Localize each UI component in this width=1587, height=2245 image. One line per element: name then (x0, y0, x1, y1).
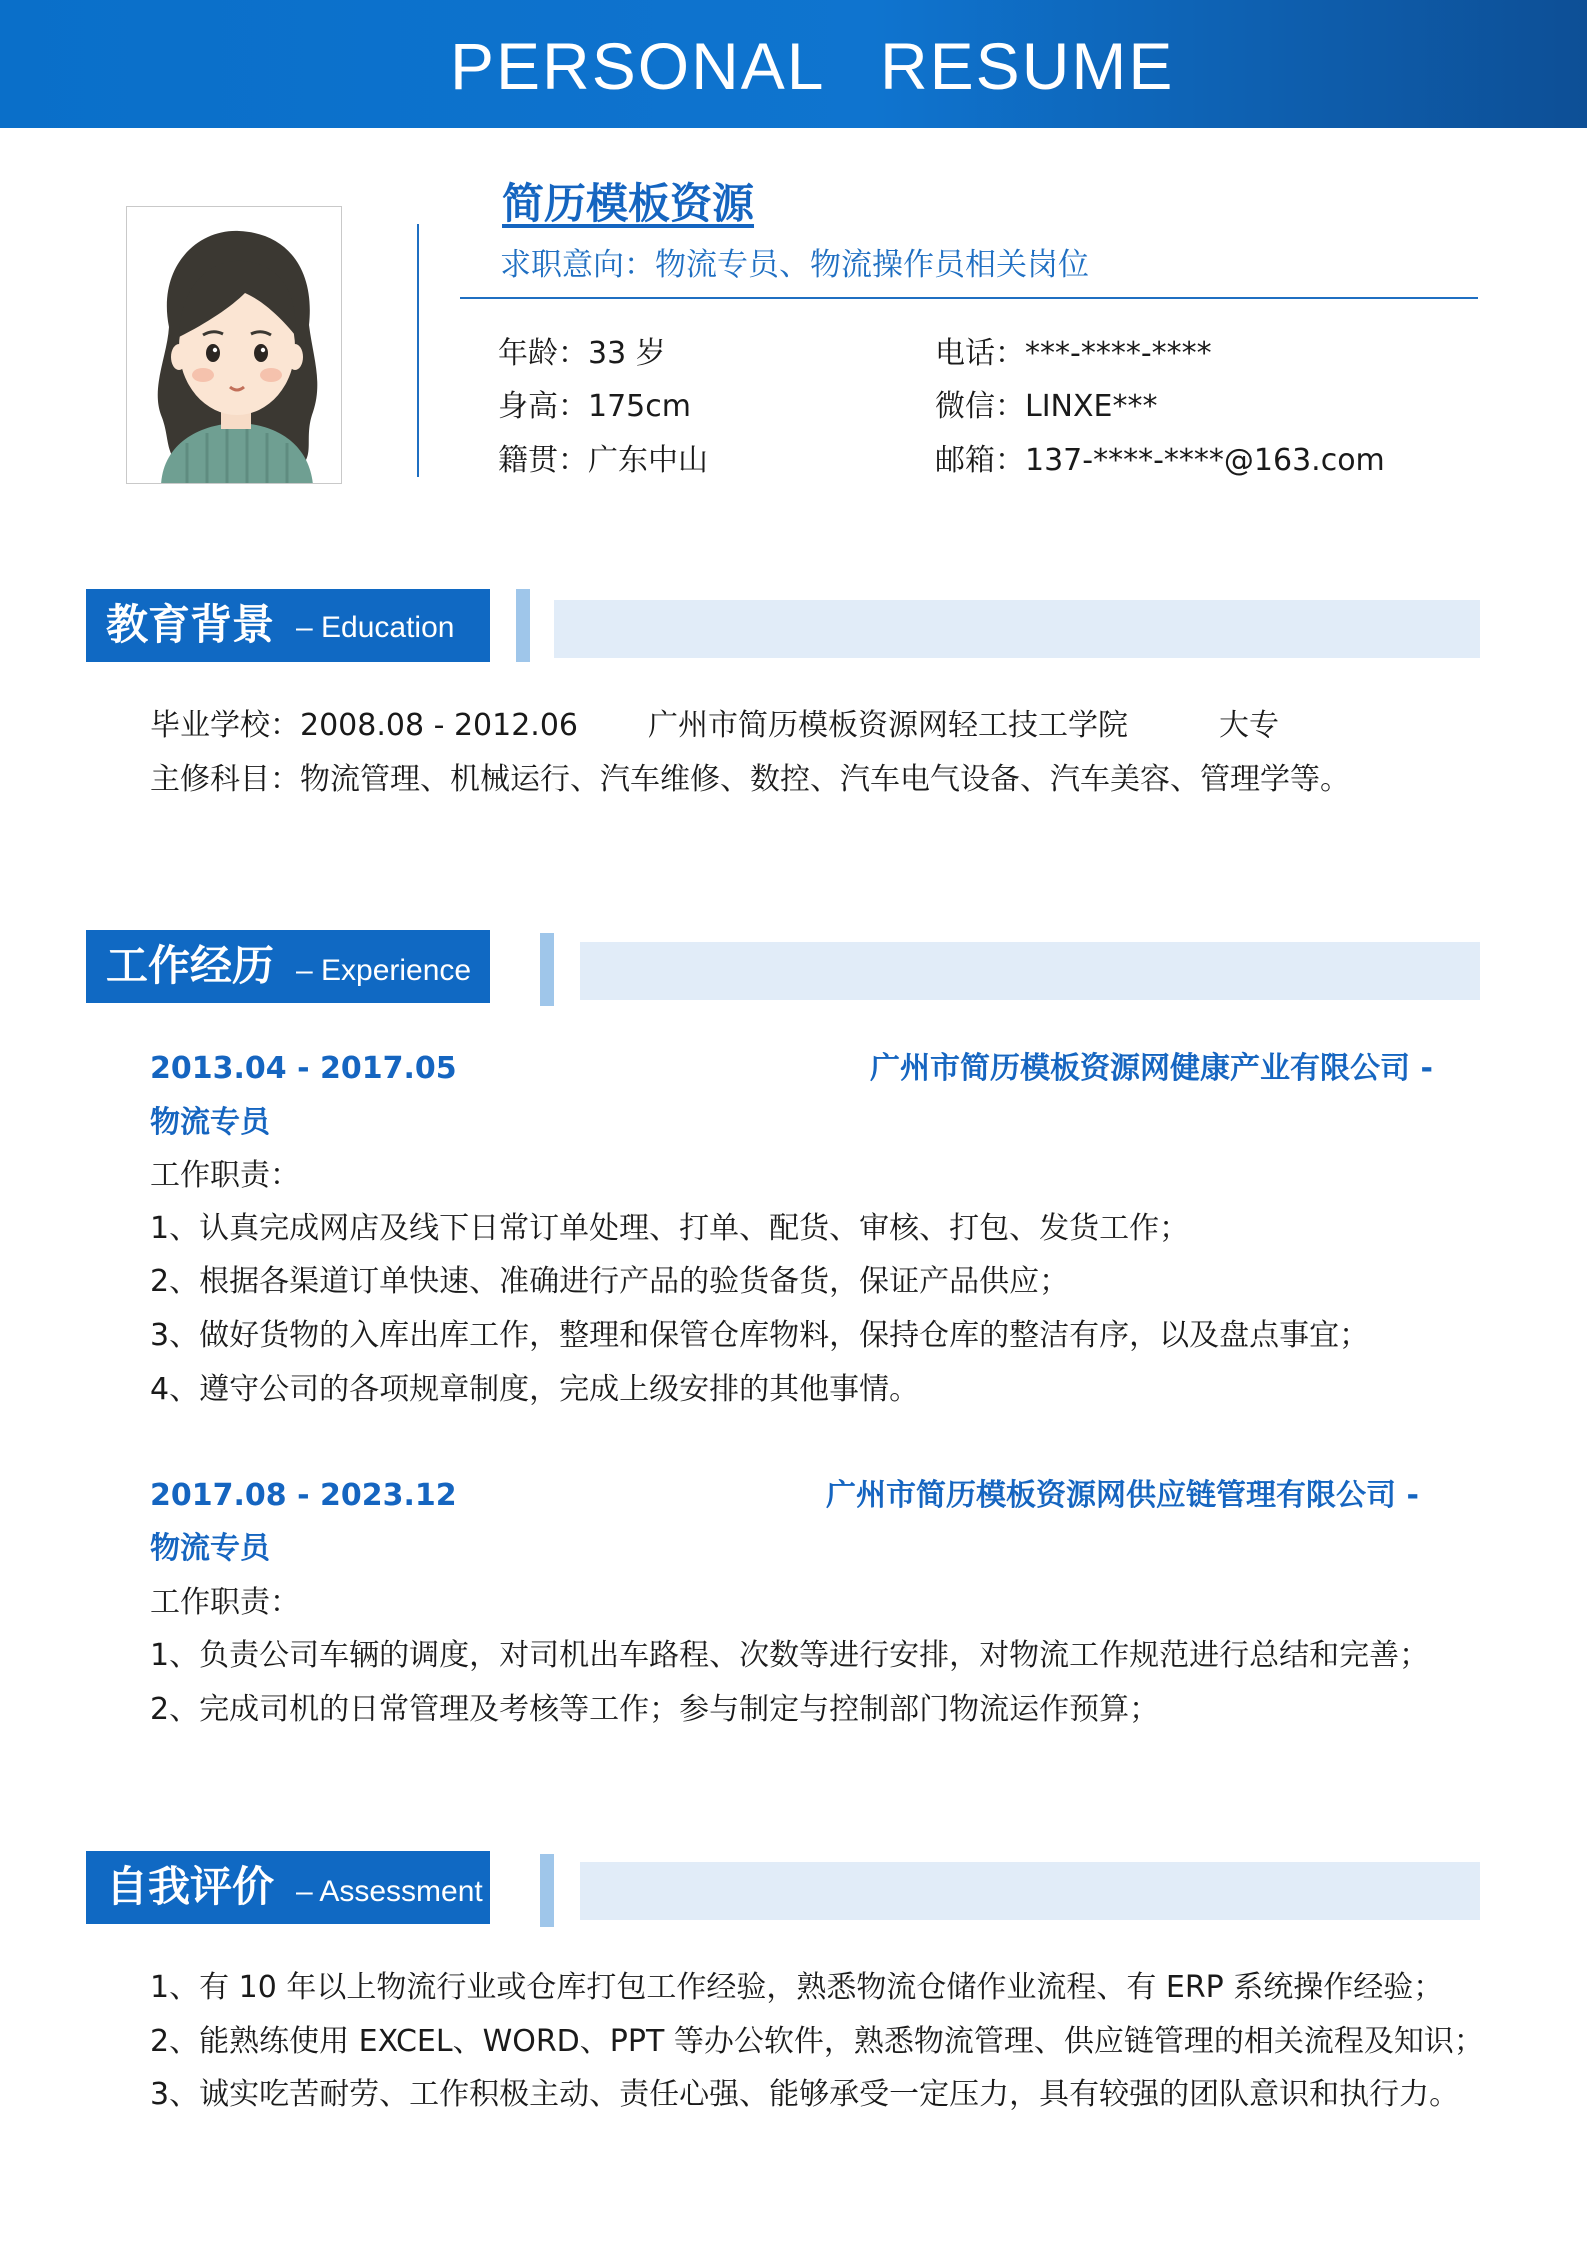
job-position: 物流专员 (150, 1105, 270, 1140)
section-title-en: – Assessment (296, 1875, 483, 1908)
major-subjects: 主修科目：物流管理、机械运行、汽车维修、数控、汽车电气设备、汽车美容、管理学等。 (150, 762, 1350, 797)
profile-divider-horizontal (460, 297, 1478, 299)
school-name: 广州市简历模板资源网轻工技工学院 (648, 708, 1128, 743)
info-height: 身高：175cm (498, 389, 691, 424)
section-header-education (86, 589, 490, 662)
banner-title-word2: RESUME (880, 29, 1175, 103)
section-title-cn: 教育背景 (106, 600, 275, 649)
section-strip (580, 1862, 1480, 1920)
info-age: 年龄：33 岁 (498, 336, 666, 371)
section-title-en: – Education (296, 611, 455, 644)
banner-title-word1: PERSONAL (450, 29, 826, 103)
profile-photo (126, 206, 342, 484)
section-title-cn: 自我评价 (106, 1862, 275, 1911)
section-header-experience (86, 930, 490, 1003)
portrait-illustration-icon (127, 207, 342, 484)
section-header-assessment (86, 1851, 490, 1924)
job-duty-item: 1、负责公司车辆的调度，对司机出车路程、次数等进行安排，对物流工作规范进行总结和完善； (150, 1638, 1430, 1673)
job-duty-item: 1、认真完成网店及线下日常订单处理、打单、配货、审核、打包、发货工作； (150, 1211, 1190, 1246)
job-duty-item: 4、遵守公司的各项规章制度，完成上级安排的其他事情。 (150, 1372, 920, 1407)
job-duty-item: 2、完成司机的日常管理及考核等工作；参与制定与控制部门物流运作预算； (150, 1692, 1160, 1727)
section-strip (580, 942, 1480, 1000)
section-title-en: – Experience (296, 954, 472, 987)
job-duty-item: 3、做好货物的入库出库工作，整理和保管仓库物料，保持仓库的整洁有序，以及盘点事宜； (150, 1318, 1370, 1353)
section-accent-bar (540, 933, 554, 1006)
degree: 大专 (1219, 708, 1279, 743)
info-phone: 电话：***-****-**** (935, 336, 1212, 371)
header-banner (0, 0, 1587, 128)
assessment-item: 1、有 10 年以上物流行业或仓库打包工作经验，熟悉物流仓储作业流程、有 ERP 系统操作经验； (150, 1970, 1444, 2005)
section-title-cn: 工作经历 (106, 941, 275, 990)
assessment-item: 2、能熟练使用 EXCEL、WORD、PPT 等办公软件，熟悉物流管理、供应链管理的相关流程及知识； (150, 2024, 1484, 2059)
job-period: 2017.08 - 2023.12 (150, 1478, 457, 1513)
job-duties-label: 工作职责： (150, 1158, 300, 1193)
info-wechat: 微信：LINXE*** (935, 389, 1158, 424)
job-duty-item: 2、根据各渠道订单快速、准确进行产品的验货备货，保证产品供应； (150, 1264, 1070, 1299)
school-period: 毕业学校：2008.08 - 2012.06 (150, 708, 579, 743)
job-intent: 求职意向：物流专员、物流操作员相关岗位 (500, 247, 1089, 283)
info-hometown: 籍贯：广东中山 (498, 443, 708, 478)
job-company: 广州市简历模板资源网供应链管理有限公司 - (826, 1478, 1419, 1513)
section-strip (554, 600, 1480, 658)
job-period: 2013.04 - 2017.05 (150, 1051, 457, 1086)
candidate-name: 简历模板资源 (502, 179, 755, 228)
section-accent-bar (540, 1854, 554, 1927)
info-email: 邮箱：137-****-****@163.com (935, 443, 1385, 478)
job-duties-label: 工作职责： (150, 1585, 300, 1620)
job-company: 广州市简历模板资源网健康产业有限公司 - (870, 1051, 1433, 1086)
profile-divider-vertical (417, 224, 419, 477)
job-position: 物流专员 (150, 1531, 270, 1566)
assessment-item: 3、诚实吃苦耐劳、工作积极主动、责任心强、能够承受一定压力，具有较强的团队意识和执行力。 (150, 2077, 1460, 2112)
section-accent-bar (516, 589, 530, 662)
